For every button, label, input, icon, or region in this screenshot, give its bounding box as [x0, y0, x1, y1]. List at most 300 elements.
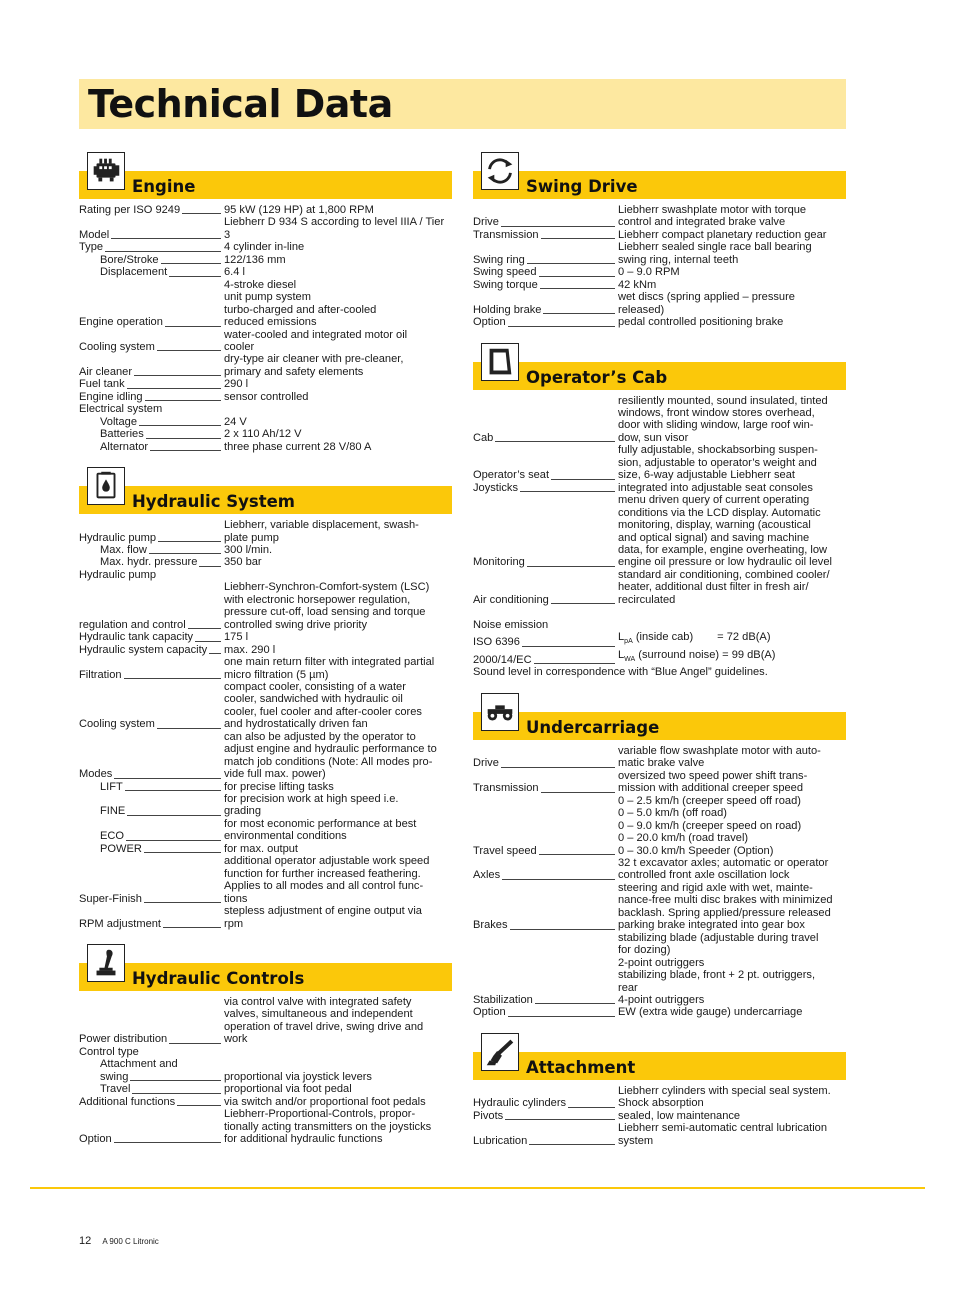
spec-row: [79, 378, 452, 390]
spec-row: [79, 266, 452, 278]
leader-dots: [126, 840, 221, 841]
spec-value-line: cooler: [224, 340, 255, 353]
spec-value: [618, 1110, 846, 1122]
spec-row: [473, 619, 846, 631]
rotation-arrows-icon: [481, 152, 519, 190]
spec-value-line: water-cooled and integrated motor oil: [224, 328, 408, 341]
spec-label: [79, 391, 224, 403]
leader-dots: [139, 425, 221, 426]
spec-value-line: 42 kNm: [618, 278, 657, 291]
hydraulic-controls-header: [79, 944, 452, 991]
spec-value-line: work: [224, 1033, 248, 1046]
spec-label-text: Swing speed: [473, 266, 537, 279]
leader-dots: [508, 1016, 615, 1017]
spec-label: [79, 353, 224, 378]
spec-value-line: sion, adjustable to operator’s weight and: [618, 456, 817, 469]
spec-value-line: 0 – 9.0 km/h (creeper speed on road): [618, 819, 802, 832]
spec-value-line: grading: [224, 805, 262, 818]
spec-value-line: 290 l: [224, 378, 249, 391]
spec-value-line: for max. output: [224, 842, 298, 855]
spec-row: [79, 416, 452, 428]
spec-row: [79, 441, 452, 453]
row-label-text: ISO 6396: [473, 636, 520, 649]
spec-label: [79, 843, 224, 855]
leader-dots: [132, 1093, 221, 1094]
spec-value: [618, 395, 846, 445]
spec-label-text: Electrical system: [79, 403, 163, 416]
spec-value: [224, 519, 452, 544]
noise-ec-row: [473, 649, 846, 667]
spec-value: [224, 279, 452, 329]
spec-value-line: backlash. Spring applied/pressure released: [618, 906, 831, 919]
spec-row: [79, 1083, 452, 1095]
spec-value-line: for precision work at high speed i.e.: [224, 793, 399, 806]
leader-dots: [124, 678, 221, 679]
spec-value: [224, 843, 452, 855]
spec-row: [473, 279, 846, 291]
spec-label-text: Cooling system: [79, 718, 155, 731]
spec-row: [79, 818, 452, 843]
spec-value: [618, 241, 846, 266]
leader-dots: [505, 1119, 615, 1120]
footer: [79, 1235, 159, 1247]
leader-dots: [114, 1142, 221, 1143]
spec-label: [79, 656, 224, 681]
leader-dots: [522, 646, 615, 647]
spec-row: [79, 631, 452, 643]
spec-value: [224, 631, 452, 643]
spec-label-text: Axles: [473, 869, 501, 882]
spec-value-line: dow, sun visor: [618, 431, 689, 444]
engine-section: [79, 152, 452, 453]
spec-value-line: adjust engine and hydraulic performance to: [224, 743, 437, 756]
spec-value: [224, 1108, 452, 1145]
spec-label-text: Noise emission: [473, 618, 549, 631]
swing-drive-header: [473, 152, 846, 199]
spec-value: [224, 569, 452, 581]
spec-label-text: Displacement: [100, 266, 168, 279]
spec-value-line: door with sliding window, large roof win-: [618, 419, 814, 432]
spec-label: [79, 681, 224, 731]
spec-row: [79, 254, 452, 266]
undercarriage-section: [473, 693, 846, 1019]
noise-note: Sound level in correspondence with “Blue Angel” guidelines.: [473, 666, 768, 679]
spec-value: [224, 353, 452, 378]
leader-dots: [127, 815, 221, 816]
spec-value-line: 0 – 20.0 km/h (road travel): [618, 832, 749, 845]
spec-label: [79, 581, 224, 631]
spec-value-line: Applies to all modes and all control func-: [224, 880, 424, 893]
leader-dots: [502, 879, 615, 880]
spec-value: [618, 770, 846, 795]
spec-label-text: Hydraulic pump: [79, 568, 157, 581]
leader-dots: [114, 778, 221, 779]
spec-label-text: Travel speed: [473, 844, 537, 857]
spec-label-text: RPM adjustment: [79, 917, 162, 930]
leader-dots: [158, 541, 221, 542]
spec-value-line: size, 6-way adjustable Liebherr seat: [618, 469, 795, 482]
spec-label-text: Swing ring: [473, 253, 525, 266]
spec-label-text: Cab: [473, 431, 494, 444]
spec-label-text: LIFT: [100, 780, 123, 793]
spec-label: [473, 316, 618, 328]
spec-label: [473, 619, 618, 631]
spec-value-line: oversized two speed power shift trans-: [618, 769, 808, 782]
spec-row: [473, 395, 846, 445]
spec-row: [79, 656, 452, 681]
spec-label-text: Max. hydr. pressure: [100, 556, 198, 569]
spec-label: [79, 569, 224, 581]
spec-label-text: Stabilization: [473, 994, 533, 1006]
spec-value: [618, 1006, 846, 1018]
spec-row: [79, 428, 452, 440]
spec-value: [224, 241, 452, 253]
spec-label: [473, 241, 618, 266]
spec-value: [224, 781, 452, 793]
spec-value-line: integrated into adjustable seat consoles: [618, 481, 813, 494]
spec-value-line: for additional hydraulic functions: [224, 1133, 383, 1145]
spec-value: [224, 544, 452, 556]
leader-dots: [541, 238, 615, 239]
spec-row: [473, 204, 846, 229]
spec-value-line: steering and rigid axle with wet, mainte-: [618, 881, 813, 894]
spec-value-line: can also be adjusted by the operator to: [224, 730, 416, 743]
spec-value-line: 95 kW (129 HP) at 1,800 RPM: [224, 204, 374, 216]
spec-label: [473, 569, 618, 606]
spec-label-text: Air cleaner: [79, 365, 133, 378]
spec-value: [224, 378, 452, 390]
spec-label: [473, 857, 618, 882]
engine-rows: [79, 204, 452, 453]
spec-value-line: compact cooler, consisting of a water: [224, 680, 406, 693]
spec-value: [224, 855, 452, 905]
spec-value-line: sensor controlled: [224, 390, 309, 403]
spec-value-line: for most economic performance at best: [224, 817, 417, 830]
spec-value-line: primary and safety elements: [224, 365, 364, 378]
leader-dots: [501, 767, 615, 768]
spec-value-line: engine oil pressure or low hydraulic oil level: [618, 556, 832, 569]
spec-value: [224, 1071, 452, 1083]
leader-dots: [130, 1080, 221, 1081]
leader-dots: [543, 313, 615, 314]
spec-label-text: POWER: [100, 842, 142, 855]
spec-value-line: turbo-charged and after-cooled: [224, 303, 377, 316]
spec-row: [79, 731, 452, 781]
spec-label-text: Model: [79, 228, 110, 241]
spec-label-text: Hydraulic pump: [79, 531, 157, 544]
spec-label-text: Voltage: [100, 415, 138, 428]
spec-value: [618, 932, 846, 1007]
excavator-arm-icon: [481, 1033, 519, 1071]
spec-value-line: 0 – 2.5 km/h (creeper speed off road): [618, 794, 801, 807]
spec-label: [473, 204, 618, 229]
spec-label: [473, 745, 618, 770]
leader-dots: [551, 603, 615, 604]
spec-value-line: 6.4 l: [224, 266, 245, 279]
hydraulic-system-rows: [79, 519, 452, 930]
spec-label-text: Alternator: [100, 440, 149, 453]
spec-value-line: tions: [224, 892, 248, 905]
spec-value-line: 2-point outriggers: [618, 956, 705, 969]
spec-label-text: Super-Finish: [79, 892, 142, 905]
leader-dots: [161, 263, 221, 264]
spec-row: [79, 556, 452, 568]
spec-value-line: 122/136 mm: [224, 253, 286, 266]
spec-label-text: Operator’s seat: [473, 469, 550, 482]
spec-row: [473, 1122, 846, 1147]
leader-dots: [209, 653, 221, 654]
spec-label: [79, 631, 224, 643]
spec-label-text: Drive: [473, 216, 499, 229]
right-column: [473, 152, 846, 1161]
spec-value: [618, 795, 846, 857]
spec-label-text: Option: [79, 1133, 112, 1145]
undercarriage-title: Undercarriage: [526, 717, 660, 737]
hydraulic-controls-rows: [79, 996, 452, 1145]
spec-value-line: parking brake integrated into gear box: [618, 919, 805, 932]
spec-label-text: Monitoring: [473, 556, 525, 569]
spec-label: [79, 1046, 224, 1058]
spec-row: [79, 569, 452, 581]
spec-value-line: Liebherr D 934 S according to level IIIA / Tier 3: [224, 216, 445, 241]
spec-label: [473, 266, 618, 278]
spec-label: [79, 279, 224, 329]
spec-value-line: rear: [618, 981, 638, 994]
spec-label: [473, 1122, 618, 1147]
row-label: [473, 631, 618, 649]
page-number: 12: [79, 1235, 92, 1247]
row-label-text: 2000/14/EC: [473, 654, 532, 667]
spec-value: [618, 482, 846, 494]
spec-label: [79, 818, 224, 843]
spec-value-line: recirculated: [618, 593, 676, 606]
spec-label: [79, 905, 224, 930]
noise-iso-value: [618, 631, 846, 649]
leader-dots: [520, 491, 615, 492]
spec-label: [79, 1058, 224, 1070]
spec-label: [79, 216, 224, 241]
spec-value: [224, 905, 452, 930]
spec-label-text: Batteries: [100, 428, 144, 441]
spec-value-line: [224, 1058, 452, 1070]
leader-dots: [145, 400, 221, 401]
leader-dots: [188, 628, 221, 629]
spec-label-text: Type: [79, 241, 104, 254]
spec-value-line: conditions via the LCD display. Automatic: [618, 506, 821, 519]
spec-label: [473, 291, 618, 316]
spec-value-line: [224, 1046, 452, 1058]
leader-dots: [540, 288, 615, 289]
spec-value-line: Liebherr sealed single race ball bearing: [618, 241, 812, 254]
spec-row: [79, 1071, 452, 1083]
spec-label: [79, 1108, 224, 1145]
spec-value: [224, 656, 452, 681]
spec-row: [473, 932, 846, 1007]
spec-label: [79, 204, 224, 216]
spec-value: [224, 818, 452, 843]
spec-label: [473, 770, 618, 795]
spec-value-line: stabilizing blade, front + 2 pt. outriggers,: [618, 969, 816, 982]
spec-label: [79, 731, 224, 781]
spec-row: [79, 996, 452, 1046]
spec-label: [473, 229, 618, 241]
spec-value-line: controlled swing drive priority: [224, 618, 368, 631]
spec-value-line: heater, additional dust filter in fresh air/: [618, 581, 809, 594]
spec-value-line: 300 l/min.: [224, 543, 273, 556]
spec-label: [79, 416, 224, 428]
swing-drive-section: [473, 152, 846, 329]
spec-label-text: Rating per ISO 9249: [79, 204, 181, 216]
leader-dots: [182, 213, 221, 214]
spec-value: [618, 569, 846, 606]
spec-label-text: FINE: [100, 805, 126, 818]
spec-value-line: 4 cylinder in-line: [224, 241, 305, 254]
spec-label-text: Lubrication: [473, 1134, 528, 1147]
spec-label: [473, 882, 618, 932]
spec-label: [79, 1096, 224, 1108]
spec-value-line: rpm: [224, 917, 244, 930]
leader-dots: [195, 641, 221, 642]
leader-dots: [144, 852, 221, 853]
spec-value-line: for dozing): [618, 944, 671, 957]
spec-value: [224, 254, 452, 266]
attachment-section: [473, 1033, 846, 1147]
spec-value: [224, 1058, 452, 1070]
leader-dots: [534, 663, 615, 664]
spec-value-line: sealed, low maintenance: [618, 1109, 741, 1122]
page-title: Technical Data: [88, 82, 393, 126]
noise-subscript: WA: [624, 656, 636, 664]
leader-dots: [163, 927, 221, 928]
spec-row: [473, 241, 846, 266]
spec-value-line: [618, 606, 846, 618]
spec-value: [618, 291, 846, 316]
left-column: [79, 152, 452, 1159]
spec-label-text: Additional functions: [79, 1095, 176, 1108]
spec-value-line: fully adjustable, shockabsorbing suspen-: [618, 444, 818, 457]
spec-value-line: with electronic horsepower regulation,: [224, 593, 411, 606]
spec-value: [224, 441, 452, 453]
leader-dots: [157, 728, 221, 729]
swing-drive-title: Swing Drive: [526, 177, 638, 196]
spec-value: [224, 793, 452, 818]
spec-value: [224, 1096, 452, 1108]
attachment-title: Attachment: [526, 1057, 636, 1077]
spec-label-text: Engine operation: [79, 316, 163, 329]
hydraulic-controls-title: Hydraulic Controls: [132, 969, 305, 989]
spec-row: [79, 781, 452, 793]
spec-value: [618, 316, 846, 328]
spec-value-line: Liebherr-Proportional-Controls, propor-: [224, 1108, 416, 1121]
spec-row: [473, 229, 846, 241]
leader-dots: [165, 326, 221, 327]
spec-value-line: wet discs (spring applied – pressure: [618, 291, 795, 304]
spec-row: [473, 291, 846, 316]
spec-value-line: micro filtration (5 µm): [224, 668, 329, 681]
spec-value-line: 24 V: [224, 415, 247, 428]
spec-value-line: Liebherr, variable displacement, swash-: [224, 519, 419, 532]
spec-value: [618, 279, 846, 291]
spec-value-line: mission with additional creeper speed: [618, 782, 803, 795]
hydraulic-system-title: Hydraulic System: [132, 492, 295, 512]
operators-cab-section: [473, 343, 846, 679]
spec-label: [79, 1071, 224, 1083]
leader-dots: [150, 450, 221, 451]
spec-value: [224, 996, 452, 1046]
spec-label-text: swing: [100, 1070, 129, 1083]
spec-value-line: 4-point outriggers: [618, 994, 705, 1006]
spec-value-line: valves, simultaneous and independent: [224, 1008, 413, 1021]
spec-value-line: via control valve with integrated safety: [224, 996, 412, 1009]
spec-row: [79, 403, 452, 415]
spec-row: [79, 681, 452, 731]
spec-value: [224, 428, 452, 440]
leader-dots: [529, 1144, 615, 1145]
spec-label-text: Joysticks: [473, 481, 518, 494]
spec-value-line: menu driven query of current operating: [618, 494, 810, 507]
spec-row: [79, 353, 452, 378]
spec-label-text: Option: [473, 1006, 506, 1019]
spec-label-text: Engine idling: [79, 390, 143, 403]
spec-label-text: Hydraulic cylinders: [473, 1097, 567, 1110]
spec-value-line: matic brake valve: [618, 757, 705, 770]
attachment-rows: [473, 1085, 846, 1147]
spec-value: [224, 266, 452, 278]
engine-icon: [87, 152, 125, 190]
spec-value-line: plate pump: [224, 531, 279, 544]
spec-label: [473, 1006, 618, 1018]
spec-value-line: [224, 403, 452, 415]
spec-label-text: Brakes: [473, 919, 508, 932]
spec-label-text: Max. flow: [100, 543, 147, 556]
spec-row: [79, 1108, 452, 1145]
spec-row: [79, 855, 452, 905]
spec-value: [224, 556, 452, 568]
spec-row: [79, 1058, 452, 1070]
spec-value-line: and optical signal) and saving machine: [618, 531, 810, 544]
spec-value-line: swing ring, internal teeth: [618, 253, 739, 266]
leader-dots: [539, 276, 615, 277]
leader-dots: [144, 902, 221, 903]
spec-row: [473, 266, 846, 278]
footer-rule: [30, 1187, 925, 1189]
spec-label-text: Travel: [100, 1083, 131, 1096]
spec-value: [618, 1122, 846, 1147]
spec-value-line: for precise lifting tasks: [224, 780, 334, 793]
spec-label: [79, 644, 224, 656]
spec-label: [473, 279, 618, 291]
spec-label-text: Drive: [473, 757, 499, 770]
undercarriage-icon: [481, 693, 519, 731]
spec-row: [79, 391, 452, 403]
spec-row: [79, 1096, 452, 1108]
spec-label: [79, 556, 224, 568]
leader-dots: [157, 350, 221, 351]
spec-label: [79, 329, 224, 354]
spec-value-line: 175 l: [224, 631, 249, 644]
spec-row: [473, 857, 846, 882]
noise-ec-value: [618, 649, 846, 667]
spec-label: [473, 482, 618, 494]
spec-value-line: dry-type air cleaner with pre-cleaner,: [224, 353, 404, 366]
spec-row: [473, 1110, 846, 1122]
spec-value-line: unit pump system: [224, 291, 311, 304]
spec-value-line: data, for example, engine overheating, low: [618, 543, 828, 556]
spec-value-line: nance-free multi disc brakes with minimized: [618, 894, 833, 907]
spec-row: [79, 905, 452, 930]
spec-row: [79, 644, 452, 656]
spec-label: [79, 403, 224, 415]
